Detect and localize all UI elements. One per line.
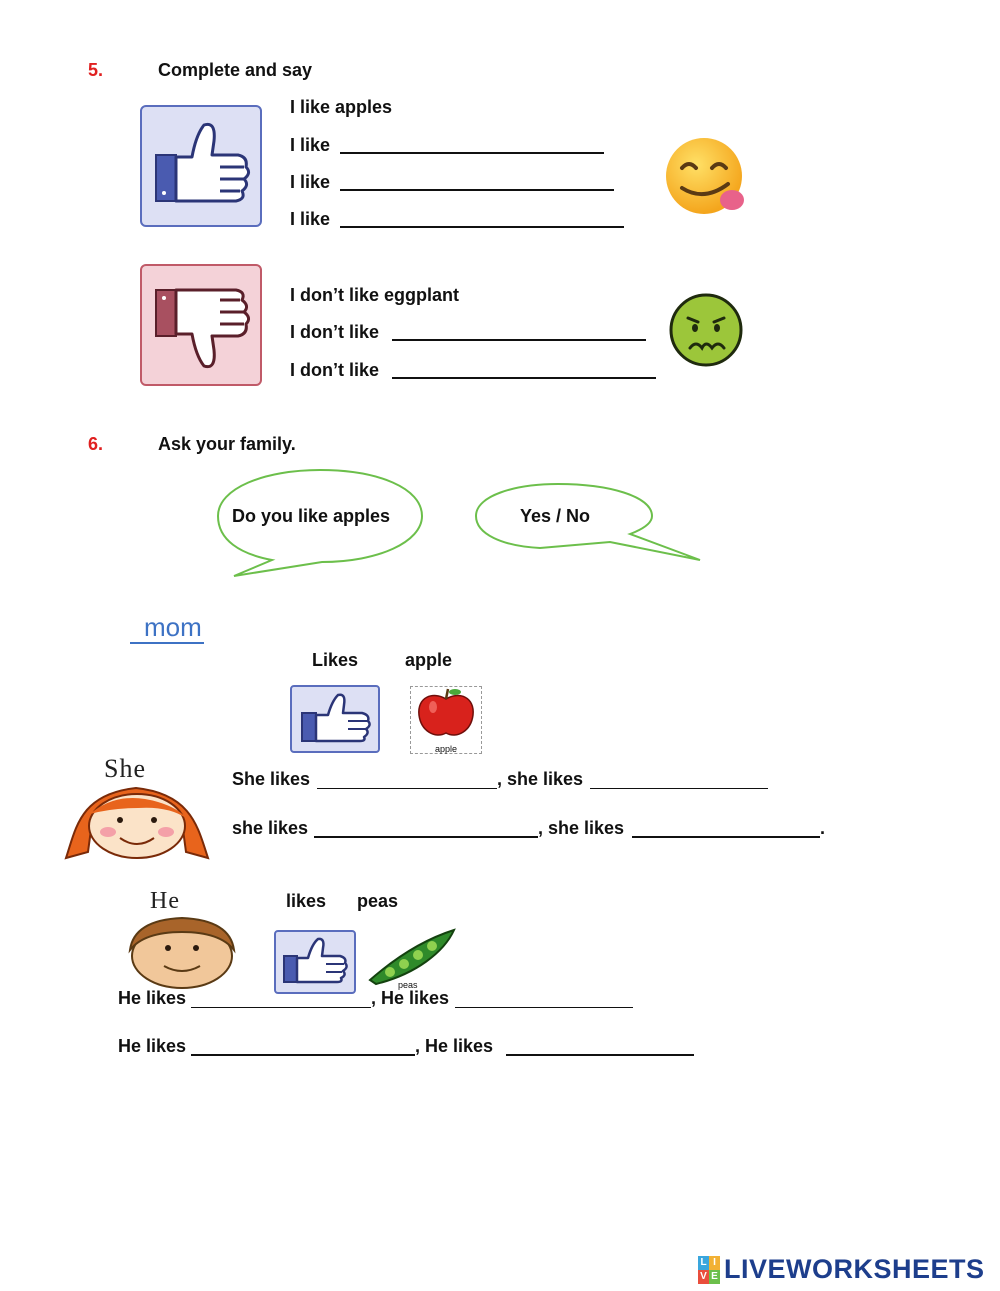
she-likes-4: , she likes <box>538 818 625 838</box>
he-answer-2[interactable] <box>455 985 633 1008</box>
logo-letter-l: L <box>698 1256 709 1270</box>
thumbs-down-icon <box>142 266 260 384</box>
peas-caption: peas <box>398 980 418 990</box>
like-prompt-1: I like <box>290 135 331 155</box>
dislike-prompt-2: I don’t like <box>290 360 380 380</box>
dislike-example: I don’t like eggplant <box>290 285 460 305</box>
dislike-prompt-1: I don’t like <box>290 322 380 342</box>
he-item-label: peas <box>357 891 399 911</box>
thumbs-up-icon <box>142 107 260 225</box>
she-answer-2[interactable] <box>590 766 768 789</box>
mom-thumbs-up-box <box>290 685 380 753</box>
section-5-title: Complete and say <box>158 60 313 80</box>
thumbs-down-box <box>140 264 262 386</box>
she-likes-1: She likes <box>232 769 311 789</box>
mom-item-label: apple <box>405 650 453 670</box>
he-likes-4: , He likes <box>415 1036 494 1056</box>
mom-heading: mom <box>130 612 204 644</box>
like-example: I like apples <box>290 97 393 117</box>
section-6-number: 6. <box>88 434 104 454</box>
dislike-answer-2[interactable] <box>392 355 656 379</box>
bubble-question-text: Do you like apples <box>232 506 391 526</box>
section-5-number: 5. <box>88 60 104 80</box>
like-prompt-3: I like <box>290 209 331 229</box>
she-answer-1[interactable] <box>317 766 497 789</box>
liveworksheets-logo <box>698 1256 720 1284</box>
she-answer-4[interactable] <box>632 814 820 838</box>
he-answer-4[interactable] <box>506 1032 694 1056</box>
he-likes-2: , He likes <box>371 988 450 1008</box>
brand-name[interactable]: LIVEWORKSHEETS <box>724 1254 985 1284</box>
he-label: He <box>150 888 180 914</box>
nauseated-emoji-icon <box>668 292 746 368</box>
like-prompt-2: I like <box>290 172 331 192</box>
boy-face-icon <box>124 914 240 990</box>
thumbs-up-icon <box>276 932 354 992</box>
logo-letter-e: E <box>709 1270 720 1284</box>
she-answer-3[interactable] <box>314 814 538 838</box>
she-likes-3: she likes <box>232 818 309 838</box>
she-likes-2: , she likes <box>497 769 584 789</box>
bubble-answer-text: Yes / No <box>520 506 591 526</box>
girl-face-icon <box>58 782 216 862</box>
apple-picture <box>410 686 482 754</box>
he-likes-1: He likes <box>118 988 187 1008</box>
section-6-title: Ask your family. <box>158 434 296 454</box>
apple-caption: apple <box>434 744 458 754</box>
like-answer-1[interactable] <box>340 130 604 154</box>
logo-letter-i: I <box>709 1256 720 1270</box>
peas-icon <box>366 928 458 986</box>
thumbs-up-icon <box>292 687 378 751</box>
he-answer-1[interactable] <box>191 985 371 1008</box>
he-likes-3: He likes <box>118 1036 187 1056</box>
like-answer-2[interactable] <box>340 167 614 191</box>
dislike-answer-1[interactable] <box>392 317 646 341</box>
yum-emoji-icon <box>660 136 752 220</box>
like-answer-3[interactable] <box>340 204 624 228</box>
apple-icon <box>411 687 481 739</box>
thumbs-up-box <box>140 105 262 227</box>
she-label: She <box>104 754 146 783</box>
she-period: . <box>820 818 826 838</box>
logo-letter-v: V <box>698 1270 709 1284</box>
he-likes-label: likes <box>286 891 327 911</box>
he-answer-3[interactable] <box>191 1032 415 1056</box>
mom-likes-label: Likes <box>312 650 359 670</box>
